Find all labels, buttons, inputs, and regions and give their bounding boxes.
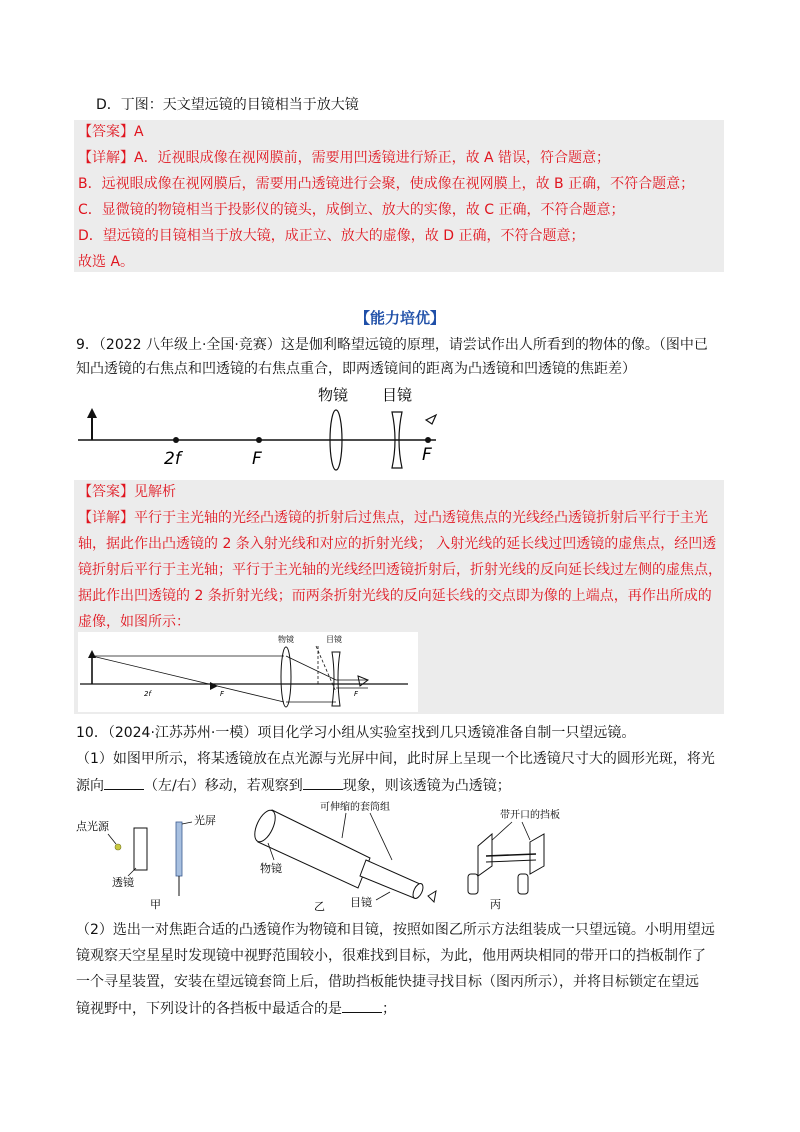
label-objective: 物镜	[260, 862, 282, 875]
label-objective: 物镜	[318, 386, 349, 404]
q8-option-d: D．丁图：天文望远镜的目镜相当于放大镜	[96, 97, 359, 113]
q8-detail-line-1	[78, 148, 610, 168]
label-baffle: 带开口的挡板	[500, 810, 560, 821]
leader-line	[342, 813, 346, 838]
detail-label: 【详解】	[78, 510, 134, 526]
screen-rect	[176, 822, 182, 876]
virtual-ray	[316, 646, 336, 692]
q10-part2-line-4	[76, 998, 396, 1019]
blank-direction[interactable]	[104, 775, 144, 790]
q8-answer-line	[78, 122, 144, 142]
q9-answer-diagram	[78, 632, 418, 712]
answer-value: A	[134, 124, 144, 140]
q9-answer-box	[74, 480, 724, 714]
fig-bing	[456, 806, 566, 912]
q9-answer-line	[78, 482, 176, 502]
detail-text: A．近视眼成像在视网膜前，需要用凹透镜进行矫正，故 A 错误，符合题意；	[134, 150, 611, 166]
label-f-left: F	[252, 449, 262, 469]
label-2f: 2f	[144, 690, 151, 698]
leader-line	[522, 822, 530, 840]
leader-line	[376, 892, 390, 900]
q8-detail-line-4: D．望远镜的目镜相当于放大镜，成正立、放大的虚像，故 D 正确，不符合题意；	[78, 228, 585, 244]
detail-label: 【详解】	[78, 150, 134, 166]
detail-text: 平行于主光轴的光经凸透镜的折射后过焦点，过凸透镜焦点的光线经凸透镜折射后平行于主光	[134, 510, 708, 526]
point-source-dot	[115, 844, 121, 850]
label-point-source: 点光源	[76, 820, 109, 833]
label-tube: 可伸缩的套筒组	[320, 802, 390, 813]
fig-jia	[76, 800, 246, 912]
eye-icon	[426, 415, 436, 424]
q9-lens-diagram	[76, 380, 456, 472]
q9-stem-line-2: 知凸透镜的右焦点和凹透镜的右焦点重合，即两透镜间的距离为凸透镜和凹透镜的焦距差）	[76, 361, 636, 377]
q10-part1-line-1: （1）如图甲所示，将某透镜放在点光源与光屏中间，此时屏上呈现一个比透镜尺寸大的圆形光斑，将光	[76, 751, 715, 767]
ray-through-focus	[92, 656, 284, 702]
label-eyepiece: 目镜	[326, 635, 342, 644]
foot-right	[518, 874, 528, 894]
label-objective: 物镜	[278, 635, 294, 644]
blank-phenomenon[interactable]	[303, 775, 343, 790]
label-2f: 2f	[164, 449, 181, 469]
tube-section	[486, 860, 536, 862]
text-segment: ；	[382, 1001, 396, 1017]
caption-yi: 乙	[314, 900, 325, 912]
leader-line	[128, 868, 136, 876]
answer-value: 见解析	[134, 484, 176, 500]
q10-part2-line-2: 镜观察天空星星时发现镜中视野范围较小，很难找到目标，为此，他用两块相同的带开口的挡板制作了	[76, 948, 706, 964]
q10-part2-line-3: 一个寻星装置，安装在望远镜套筒上后，借助挡板能快捷寻找目标（图丙所示），并将目标锁定在望远	[76, 974, 699, 990]
refracted-ray-1	[286, 656, 336, 680]
blank-answer[interactable]	[342, 998, 382, 1013]
q9-detail-line-1	[78, 508, 708, 528]
section-title: 【能力培优】	[354, 309, 445, 327]
q10-stem-line-1: 10．（2024·江苏苏州·一模）项目化学习小组从实验室找到几只透镜准备自制一只望远镜。	[76, 725, 636, 741]
ray-arrow	[210, 682, 218, 690]
label-f-right: F	[422, 445, 432, 465]
answer-label: 【答案】	[78, 484, 134, 500]
q8-detail-line-3: C．显微镜的物镜相当于投影仪的镜头，成倒立、放大的实像，故 C 正确，不符合题意；	[78, 202, 625, 218]
label-lens: 透镜	[112, 876, 134, 889]
leader-line	[182, 822, 192, 824]
text-segment: （左/右）移动，若观察到	[144, 778, 303, 794]
point-2f	[173, 437, 179, 443]
eye-icon	[428, 891, 436, 902]
q8-detail-line-5: 故选 A。	[78, 254, 135, 270]
caption-jia: 甲	[150, 898, 161, 911]
label-screen: 光屏	[194, 814, 216, 827]
label-f-right: F	[354, 690, 359, 698]
label-eyepiece: 目镜	[350, 896, 372, 909]
leader-line	[490, 822, 512, 842]
text-segment: 源向	[76, 778, 104, 794]
label-eyepiece: 目镜	[382, 386, 413, 404]
lens-rect	[134, 828, 147, 870]
foot-left	[468, 874, 478, 894]
leader-line	[108, 834, 116, 844]
point-f-right	[425, 437, 431, 443]
object-arrow-head	[87, 408, 97, 418]
q9-detail-line-5: 虚像，如图所示：	[78, 614, 190, 630]
q9-stem-line-1: 9．（2022 八年级上·全国·竞赛）这是伽利略望远镜的原理，请尝试作出人所看到的物体的像。（图中已	[76, 337, 708, 353]
label-f-left: F	[220, 690, 225, 698]
q8-detail-line-2: B．远视眼成像在视网膜后，需要用凸透镜进行会聚，使成像在视网膜上，故 B 正确，不符合题意；	[78, 176, 695, 192]
q9-detail-line-4: 据此作出凹透镜的 2 条折射光线；而两条折射光线的反向延长线的交点即为像的上端点，再作出所成的	[78, 588, 712, 604]
q10-part1-line-2	[76, 775, 511, 796]
leader-line	[370, 813, 392, 860]
answer-label: 【答案】	[78, 124, 134, 140]
fig-yi	[250, 798, 450, 912]
point-f-left	[256, 437, 262, 443]
q10-part2-line-1: （2）选出一对焦距合适的凸透镜作为物镜和目镜，按照如图乙所示方法组装成一只望远镜。小明用望远	[76, 922, 715, 938]
caption-bing: 丙	[490, 898, 501, 911]
baffle-left	[478, 834, 492, 876]
text-segment: 镜视野中，下列设计的各挡板中最适合的是	[76, 1001, 342, 1017]
q9-detail-line-3: 镜折射后平行于主光轴；平行于主光轴的光线经凹透镜折射后，折射光线的反向延长线过左侧的虚焦点，	[78, 562, 722, 578]
q9-detail-line-2: 轴，据此作出凸透镜的 2 条入射光线和对应的折射光线； 入射光线的延长线过凹透镜的虚焦点，经凹透	[78, 536, 717, 552]
text-segment: 现象，则该透镜为凸透镜；	[342, 778, 511, 794]
tube-section	[486, 854, 536, 856]
q8-answer-box	[74, 120, 724, 272]
